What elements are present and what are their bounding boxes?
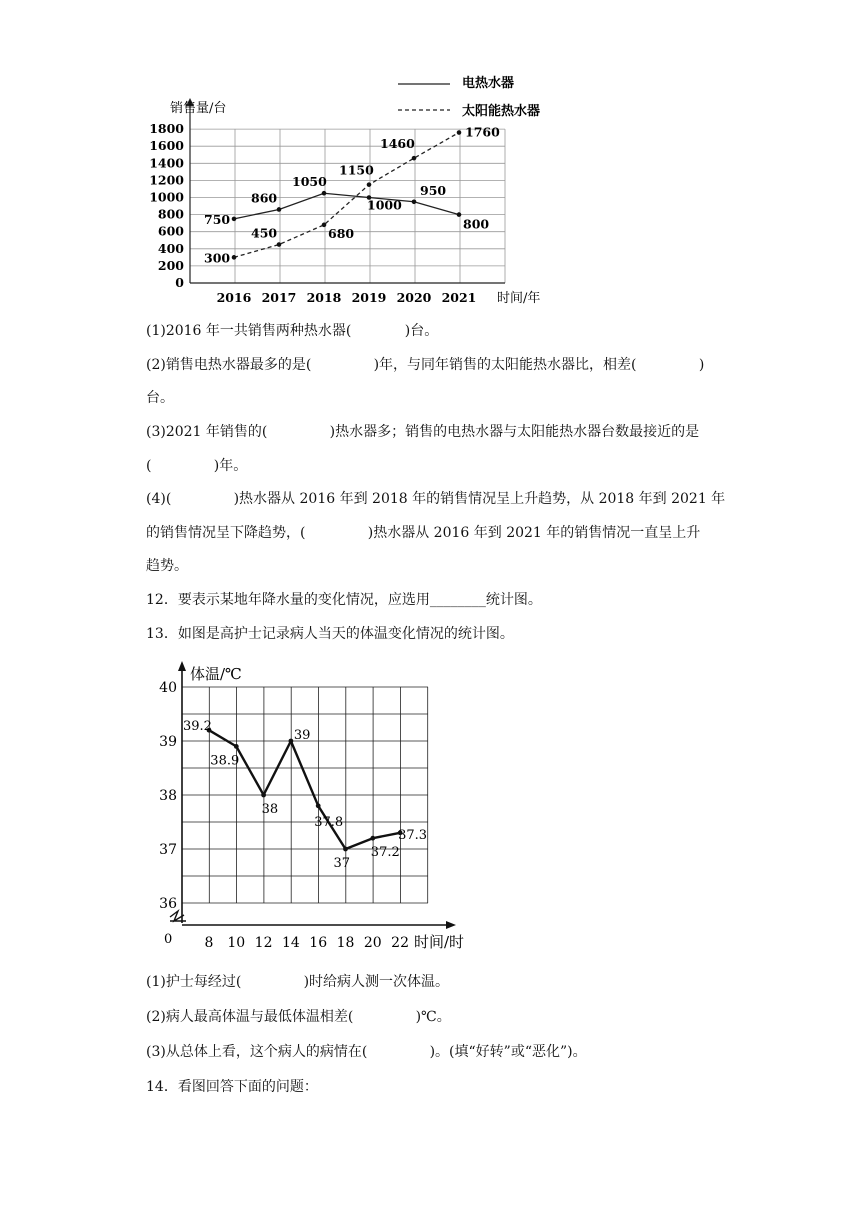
y-axis-arrow <box>178 661 186 671</box>
chart1-labels <box>204 125 500 266</box>
y-tick-label: 1200 <box>149 172 184 188</box>
data-label: 38.9 <box>210 753 240 769</box>
y-tick-label: 1800 <box>149 121 184 137</box>
data-label: 39 <box>293 728 311 743</box>
data-label: 680 <box>328 225 355 241</box>
x-tick-label: 2017 <box>261 290 297 305</box>
data-point <box>277 207 282 212</box>
axis-break-mark <box>170 911 186 921</box>
x-tick-label: 22 <box>391 935 410 951</box>
chart2-grid <box>182 687 428 903</box>
y-tick-label: 1600 <box>149 138 184 154</box>
data-label: 1760 <box>465 124 500 140</box>
y-tick-label: 38 <box>159 788 177 804</box>
y-tick-label: 1000 <box>149 189 184 205</box>
water-heater-sales-chart <box>140 60 580 310</box>
q11-part4-line3: 趋势。 <box>146 558 188 574</box>
data-point <box>457 130 462 135</box>
data-point <box>232 217 237 222</box>
data-label: 39.2 <box>183 719 212 735</box>
chart1-legend <box>398 75 540 119</box>
x-tick-label: 12 <box>254 935 273 951</box>
legend-label: 太阳能热水器 <box>462 104 541 119</box>
x-tick-label: 2016 <box>216 290 252 305</box>
q13-part3: (3)从总体上看，这个病人的病情在( )。(填“好转”或“恶化”)。 <box>146 1044 587 1060</box>
x-tick-label: 2020 <box>396 290 432 305</box>
data-label: 1000 <box>367 197 402 213</box>
data-point <box>457 212 462 217</box>
y-tick-label: 37 <box>159 842 177 858</box>
q11-part4-line1: (4)( )热水器从 2016 年到 2018 年的销售情况呈上升趋势，从 2018 年到 2021 年 <box>146 491 726 507</box>
chart1-grid <box>190 129 505 283</box>
data-label: 38 <box>261 802 279 817</box>
data-point <box>370 836 375 841</box>
data-label: 37 <box>333 856 351 871</box>
data-label: 1460 <box>380 136 415 152</box>
y-tick-label: 1400 <box>149 155 184 171</box>
data-label: 37.8 <box>314 814 344 830</box>
data-label: 860 <box>251 190 278 206</box>
x-tick-label: 2019 <box>351 290 387 305</box>
q13-text: 13．如图是高护士记录病人当天的体温变化情况的统计图。 <box>146 626 514 642</box>
y-tick-label: 400 <box>157 240 184 256</box>
x-tick-label: 20 <box>363 935 382 951</box>
q13-part1: (1)护士每经过( )时给病人测一次体温。 <box>146 974 450 990</box>
data-point <box>316 803 321 808</box>
origin-label: 0 <box>164 932 173 947</box>
x-tick-label: 14 <box>281 935 300 951</box>
data-point <box>289 739 294 744</box>
data-label: 300 <box>204 250 231 266</box>
data-point <box>367 182 372 187</box>
data-point <box>322 191 327 196</box>
y-tick-label: 600 <box>157 223 184 239</box>
data-point <box>234 744 239 749</box>
x-tick-label: 8 <box>204 935 214 951</box>
x-axis-title: 时间/时 <box>414 933 465 951</box>
q11-part2-line1: (2)销售电热水器最多的是( )年，与同年销售的太阳能热水器比，相差( ) <box>146 357 705 373</box>
data-point <box>412 156 417 161</box>
data-label: 37.2 <box>370 845 400 861</box>
y-tick-label: 800 <box>157 206 184 222</box>
data-label: 950 <box>420 182 447 198</box>
q11-part2-line2: 台。 <box>146 390 174 406</box>
data-point <box>343 847 348 852</box>
data-label: 37.3 <box>398 827 428 843</box>
q11-part4-line2: 的销售情况呈下降趋势，( )热水器从 2016 年到 2021 年的销售情况一直呈上升 <box>146 525 701 541</box>
q12-text: 12．要表示某地年降水量的变化情况，应选用________统计图。 <box>146 592 542 608</box>
x-axis-arrow <box>446 921 456 929</box>
y-tick-label: 0 <box>175 275 184 290</box>
y-axis-title: 销售量/台 <box>170 101 227 116</box>
y-axis-title: 体温/℃ <box>190 665 242 683</box>
x-tick-label: 10 <box>227 935 246 951</box>
x-tick-label: 2018 <box>306 290 342 305</box>
q11-part3-line2: ( )年。 <box>146 458 248 474</box>
y-tick-label: 40 <box>159 680 177 696</box>
data-label: 1150 <box>339 162 374 178</box>
y-tick-label: 200 <box>157 257 184 273</box>
legend-label: 电热水器 <box>462 76 515 91</box>
data-point <box>412 199 417 204</box>
data-label: 1050 <box>292 174 327 190</box>
data-point <box>277 242 282 247</box>
data-point <box>232 255 237 260</box>
data-label: 750 <box>204 211 231 227</box>
y-tick-label: 39 <box>159 734 177 750</box>
data-label: 800 <box>463 216 490 232</box>
x-tick-label: 18 <box>336 935 355 951</box>
data-label: 450 <box>251 225 278 241</box>
x-axis-title: 时间/年 <box>497 291 541 306</box>
x-tick-label: 2021 <box>441 290 477 305</box>
data-point <box>322 223 327 228</box>
q13-part2: (2)病人最高体温与最低体温相差( )℃。 <box>146 1009 451 1025</box>
data-point <box>261 793 266 798</box>
q11-part3-line1: (3)2021 年销售的( )热水器多；销售的电热水器与太阳能热水器台数最接近的是 <box>146 424 700 440</box>
q14-text: 14．看图回答下面的问题： <box>146 1079 318 1095</box>
chart2-axes <box>159 661 464 951</box>
x-tick-label: 16 <box>309 935 328 951</box>
q11-part1: (1)2016 年一共销售两种热水器( )台。 <box>146 323 439 339</box>
body-temperature-chart <box>150 655 480 955</box>
y-tick-label: 36 <box>159 896 177 912</box>
